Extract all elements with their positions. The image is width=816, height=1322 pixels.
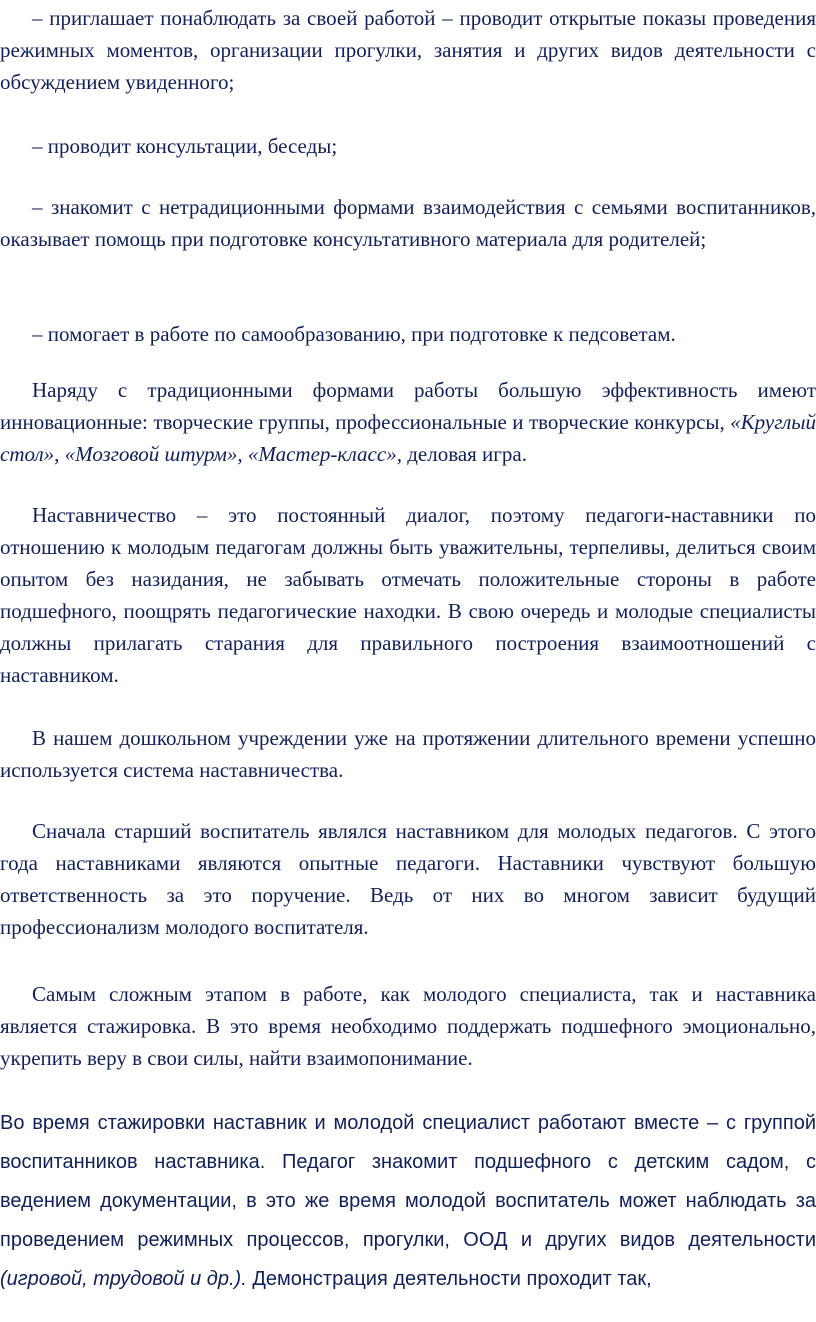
paragraph-family-interaction: – знакомит с нетрадиционными формами взаимодействия с семьями воспитанников, оказывает помощь при подготовке консультативного материала для родителей; bbox=[0, 195, 816, 251]
paragraph-mentorship-dialogue: Наставничество – это постоянный диалог, поэтому педагоги-наставники по отношению к молодым педагогам должны быть уважительны, терпеливы, делиться своим опытом без назидания, не забывать отмечать положительные стороны в работе подшефного, поощрять педагогические находки. В свою очередь и молодые специалисты должны прилагать старания для правильного построения взаимоотношений с наставником. bbox=[0, 503, 816, 687]
paragraph-open-shows: – приглашает понаблюдать за своей работой – проводит открытые показы проведения режимных моментов, организации прогулки, занятия и других видов деятельности с обсуждением увиденного; bbox=[0, 6, 816, 94]
internship-work-end: Демонстрация деятельности проходит так, bbox=[246, 1268, 652, 1290]
paragraph-innovative-forms bbox=[0, 374, 816, 470]
innovative-forms-italic: «Круглый стол», «Мозговой штурм», «Мастер-класс», bbox=[0, 410, 816, 466]
internship-work-italic: (игровой, трудовой и др.). bbox=[0, 1268, 247, 1290]
paragraph-internship-work bbox=[0, 1104, 816, 1299]
paragraph-mentorship-system: В нашем дошкольном учреждении уже на протяжении длительного времени успешно используется система наставничества. bbox=[0, 726, 816, 782]
innovative-forms-end: деловая игра. bbox=[401, 442, 527, 466]
paragraph-self-education: – помогает в работе по самообразованию, при подготовке к педсоветам. bbox=[32, 322, 676, 346]
paragraph-senior-educator: Сначала старший воспитатель являлся наставником для молодых педагогов. С этого года наставниками являются опытные педагоги. Наставники чувствуют большую ответственность за это поручение. Ведь от них во многом зависит будущий профессионализм молодого воспитателя. bbox=[0, 819, 816, 939]
internship-work-text: Во время стажировки наставник и молодой специалист работают вместе – с группой воспитанников наставника. Педагог знакомит подшефного с детским садом, с ведением документации, в это же время молодой воспитатель может наблюдать за проведением режимных процессов, прогулки, ООД и других видов деятельности bbox=[0, 1112, 816, 1251]
paragraph-consultations: – проводит консультации, беседы; bbox=[32, 134, 338, 158]
paragraph-internship-stage: Самым сложным этапом в работе, как молодого специалиста, так и наставника является стажировка. В это время необходимо поддержать подшефного эмоционально, укрепить веру в свои силы, найти взаимопонимание. bbox=[0, 982, 816, 1070]
innovative-forms-text: Наряду с традиционными формами работы большую эффективность имеют инновационные: творческие группы, профессиональные и творческие конкурсы, bbox=[0, 378, 816, 434]
